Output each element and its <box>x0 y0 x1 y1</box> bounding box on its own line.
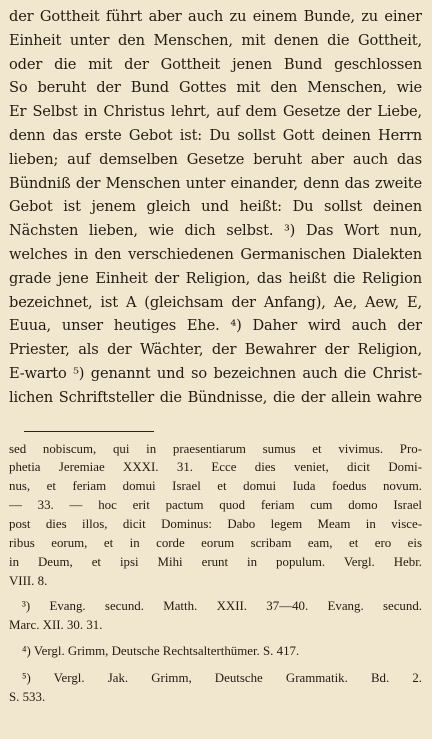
text-line: Einheit unter den Menschen, mit denen die Gottheit, <box>9 31 422 49</box>
footnote-line: sed nobiscum, qui in praesentiarum sumus et vivimus. Pro- <box>9 441 422 456</box>
text-line: Bündniß der Menschen unter einander, denn das zweite <box>9 174 422 192</box>
footnote-line: in Deum, et ipsi Mihi erunt in populum. Vergl. Hebr. <box>9 554 422 569</box>
text-line: lichen Schriftsteller die Bündnisse, die der allein wahre <box>9 388 422 406</box>
footnote-line: post dies illos, dicit Dominus: Dabo legem Meam in visce- <box>9 517 422 532</box>
footnote-line: phetia Jeremiae XXXI. 31. Ecce dies veniet, dicit Domi- <box>9 460 422 475</box>
text-line: der Gottheit führt aber auch zu einem Bunde, zu einer <box>9 8 422 25</box>
main-text <box>9 5 422 410</box>
footnotes <box>9 440 422 708</box>
footnote-line: nus, et feriam domui Israel et domui Iuda foedus novum. <box>9 479 422 494</box>
footnote-line: ribus eorum, et in corde eorum scribam eam, et ero eis <box>9 536 422 550</box>
footnote-line: VIII. 8. <box>9 573 48 588</box>
footnote-3: ³) Evang. secund. Matth. XXII. 37—40. Evang. secund. <box>22 598 422 613</box>
text-line: Priester, als der Wächter, der Bewahrer der Religion, <box>9 341 422 359</box>
footnote-separator <box>24 431 154 432</box>
footnote-4: ⁴) Vergl. Grimm, Deutsche Rechtsalterthümer. S. 417. <box>22 644 300 659</box>
text-line: Gebot ist jenem gleich und heißt: Du sollst deinen <box>9 198 422 216</box>
footnote-5-continuation: S. 533. <box>9 690 46 705</box>
text-line: lieben; auf demselben Gesetze beruht aber auch das <box>9 150 422 168</box>
footnote-line: — 33. — hoc erit pactum quod feriam cum domo Israel <box>9 498 422 513</box>
text-line: grade jene Einheit der Religion, das heißt die Religion <box>9 269 422 287</box>
text-line: oder die mit der Gottheit jenen Bund geschlossen <box>9 55 422 73</box>
text-line: Euua, unser heutiges Ehe. ⁴) Daher wird auch der <box>9 317 422 335</box>
text-line: Nächsten lieben, wie dich selbst. ³) Das Wort nun, <box>9 222 422 240</box>
text-line: E-warto ⁵) genannt und so bezeichnen auch die Christ- <box>9 364 422 382</box>
text-line: So beruht der Bund Gottes mit den Menschen, wie <box>9 79 422 97</box>
text-line: welches in den verschiedenen Germanischen Dialekten <box>9 245 422 263</box>
text-line: denn das erste Gebot ist: Du sollst Gott deinen Herrn <box>9 126 422 144</box>
text-line: bezeichnet, ist A (gleichsam der Anfang), Ae, Aew, E, <box>9 293 422 311</box>
footnote-3-continuation: Marc. XII. 30. 31. <box>9 617 103 632</box>
text-line: Er Selbst in Christus lehrt, auf dem Gesetze der Liebe, <box>9 103 422 121</box>
footnote-5: ⁵) Vergl. Jak. Grimm, Deutsche Grammatik. Bd. 2. <box>22 671 422 686</box>
